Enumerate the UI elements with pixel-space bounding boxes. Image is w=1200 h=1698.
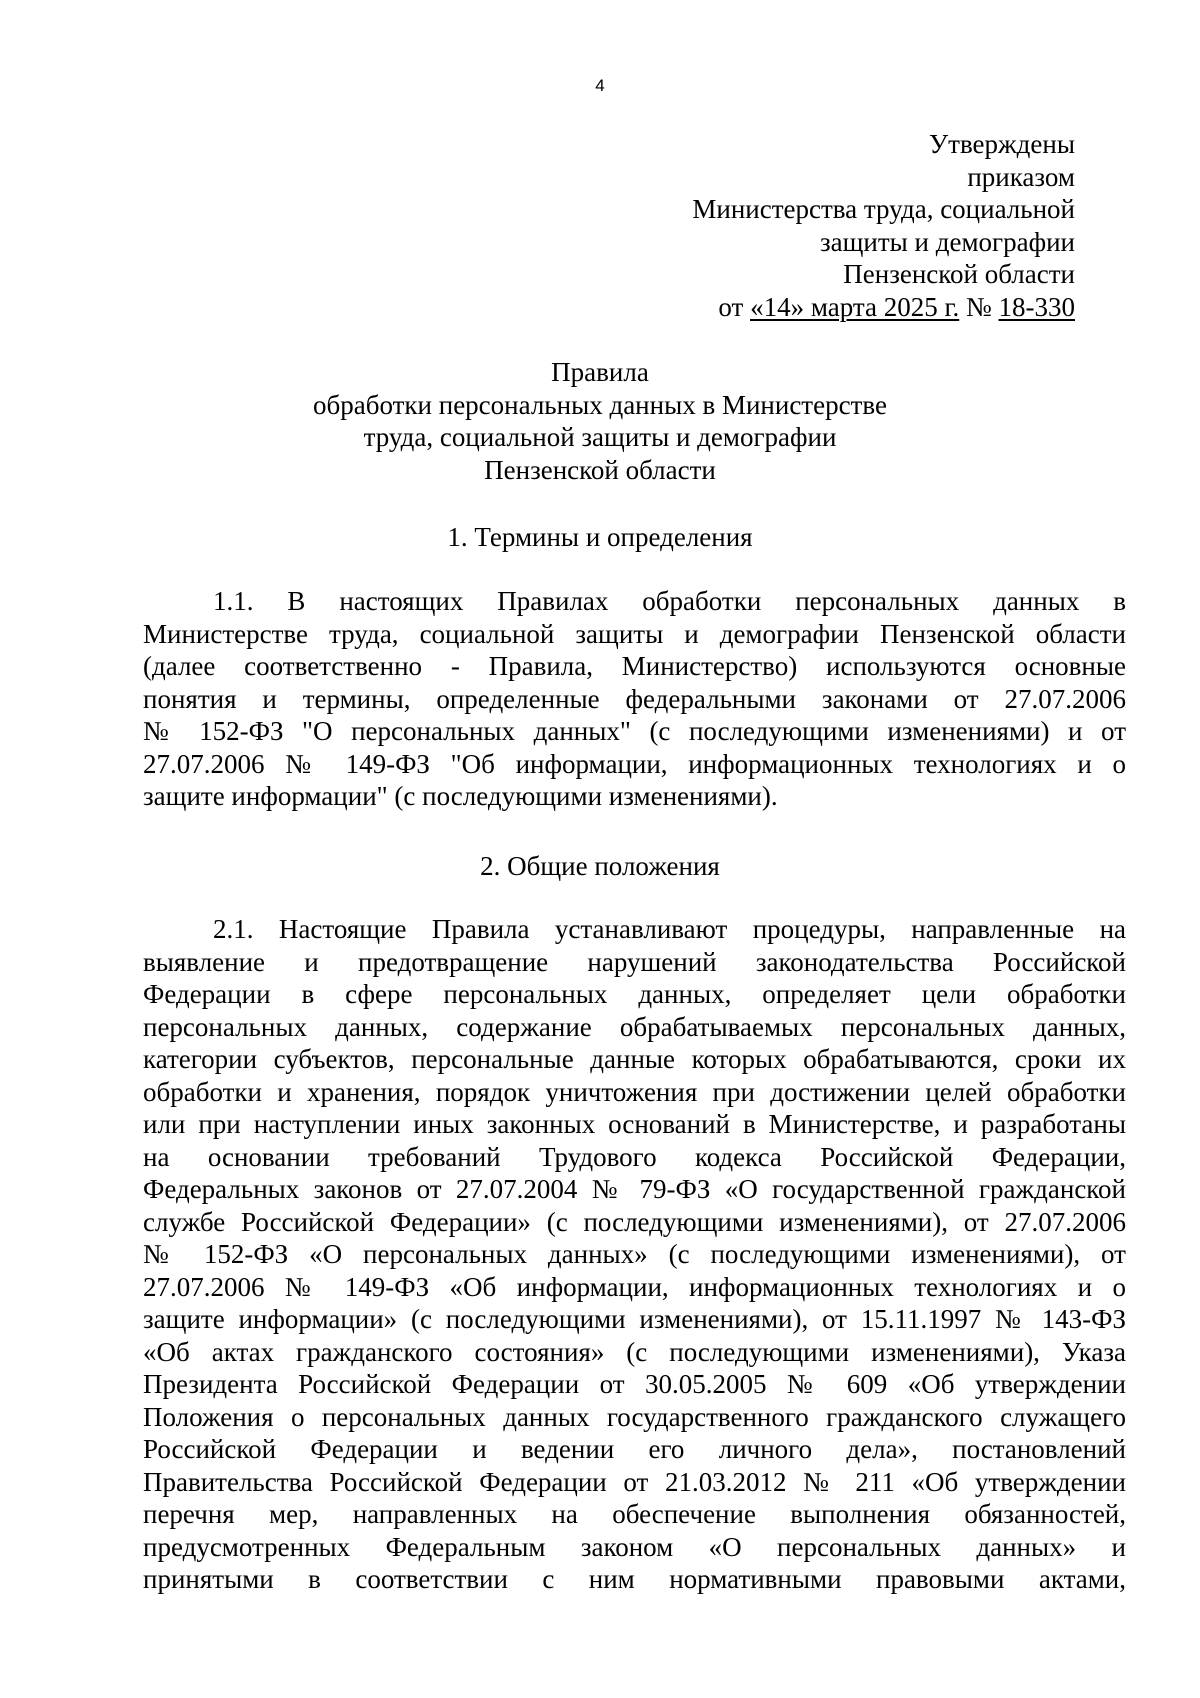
title-line: труда, социальной защиты и демографии: [363, 422, 837, 452]
approval-line: Пензенской области: [843, 259, 1075, 289]
paragraph-line: 1.1. В настоящих Правилах обработки персональных данных в: [213, 586, 1126, 616]
number-prefix: №: [959, 291, 999, 322]
paragraph-line: категории субъектов, персональные данные которых обрабатываются, сроки их: [143, 1044, 1126, 1074]
title-line: Пензенской области: [484, 454, 716, 485]
paragraph-line: Положения о персональных данных государственного гражданского служащего: [143, 1401, 1126, 1432]
approval-line: приказом: [967, 161, 1075, 192]
date-prefix: от: [718, 291, 751, 322]
paragraph-line: Президента Российской Федерации от 30.05.2005 № 609 «Об утверждении: [143, 1369, 1126, 1399]
paragraph-line: Правительства Российской Федерации от 21.03.2012 № 211 «Об утверждении: [143, 1466, 1126, 1497]
approval-line: защиты и демографии: [819, 226, 1075, 257]
paragraph-line: Федерации в сфере персональных данных, определяет цели обработки: [143, 979, 1126, 1009]
paragraph-line: Российской Федерации и ведении его личного дела», постановлений: [143, 1434, 1126, 1464]
paragraph-line: персональных данных, содержание обрабатываемых персональных данных,: [143, 1011, 1126, 1042]
order-number: 18-330: [998, 291, 1075, 322]
paragraph-line: «Об актах гражданского состояния» (с последующими изменениями), Указа: [143, 1336, 1126, 1367]
approval-line: Утверждены: [929, 129, 1075, 159]
paragraph-line: понятия и термины, определенные федеральными законами от 27.07.2006: [143, 683, 1126, 714]
paragraph-line: принятыми в соответствии с ним нормативными правовыми актами,: [143, 1564, 1126, 1594]
section-1-heading: 1. Термины и определения: [447, 522, 753, 552]
section-2-heading: 2. Общие положения: [480, 851, 720, 881]
paragraph-line: предусмотренных Федеральным законом «О персональных данных» и: [143, 1531, 1126, 1562]
paragraph-line: № 152-ФЗ "О персональных данных" (с последующими изменениями) и от: [143, 716, 1126, 746]
paragraph-line: Федеральных законов от 27.07.2004 № 79-ФЗ «О государственной гражданской: [143, 1174, 1126, 1204]
approval-block: [475, 128, 1075, 323]
paragraph-line: защите информации» (с последующими изменениями), от 15.11.1997 № 143-ФЗ: [143, 1304, 1126, 1334]
paragraph-line: 2.1. Настоящие Правила устанавливают процедуры, направленные на: [213, 914, 1126, 944]
section-1-paragraph: [143, 585, 1126, 813]
order-date: «14» марта 2025 г.: [750, 291, 960, 322]
paragraph-line: защите информации" (с последующими изменениями).: [143, 781, 778, 811]
paragraph-line: перечня мер, направленных на обеспечение выполнения обязанностей,: [143, 1499, 1126, 1529]
paragraph-line: (далее соответственно - Правила, Министерство) используются основные: [143, 651, 1126, 681]
page-number: 4: [595, 76, 605, 95]
paragraph-line: 27.07.2006 № 149-ФЗ "Об информации, информационных технологиях и о: [143, 748, 1126, 779]
section-2-paragraph: [143, 913, 1126, 1596]
paragraph-line: 27.07.2006 № 149-ФЗ «Об информации, информационных технологиях и о: [143, 1271, 1126, 1302]
paragraph-line: № 152-ФЗ «О персональных данных» (с последующими изменениями), от: [143, 1239, 1126, 1269]
paragraph-line: выявление и предотвращение нарушений законодательства Российской: [143, 946, 1126, 977]
paragraph-line: обработки и хранения, порядок уничтожения при достижении целей обработки: [143, 1076, 1126, 1107]
title-line: Правила: [551, 357, 649, 387]
approval-line: Министерства труда, социальной: [692, 194, 1075, 224]
approval-date-line: [475, 291, 1075, 324]
paragraph-line: Министерстве труда, социальной защиты и демографии Пензенской области: [143, 618, 1126, 649]
title-line: обработки персональных данных в Министерстве: [313, 389, 887, 420]
paragraph-line: службе Российской Федерации» (с последующими изменениями), от 27.07.2006: [143, 1206, 1126, 1237]
paragraph-line: или при наступлении иных законных оснований в Министерстве, и разработаны: [143, 1109, 1126, 1139]
document-title: [0, 356, 1200, 486]
paragraph-line: на основании требований Трудового кодекса Российской Федерации,: [143, 1141, 1126, 1172]
